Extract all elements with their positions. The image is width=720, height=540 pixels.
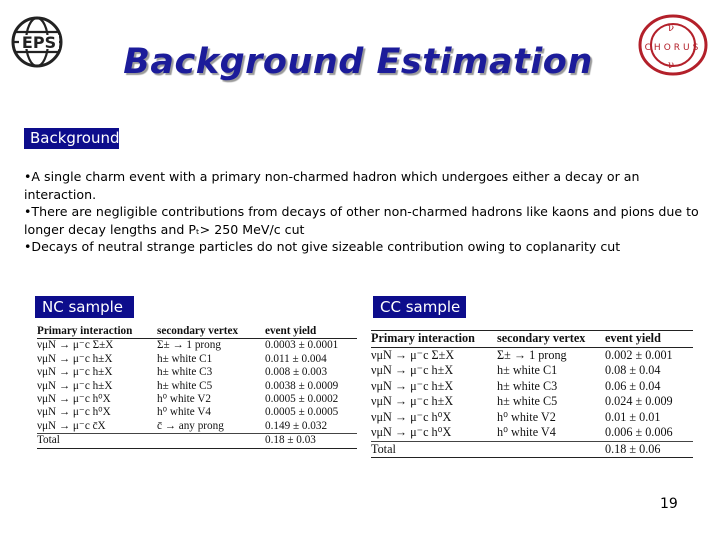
table-row bbox=[371, 394, 693, 410]
cell: h± white C1 bbox=[157, 352, 213, 365]
table-row bbox=[371, 425, 693, 441]
cell: νμN → μ⁻c h±X bbox=[371, 394, 454, 408]
nc-sample-label: NC sample bbox=[35, 296, 134, 318]
cell: νμN → μ⁻c Σ±X bbox=[371, 347, 455, 362]
total-value: 0.18 ± 0.03 bbox=[265, 434, 316, 447]
table-row bbox=[37, 353, 357, 366]
cell: h⁰ white V2 bbox=[497, 409, 556, 424]
cell: h⁰ white V4 bbox=[497, 425, 556, 439]
table-row bbox=[371, 348, 693, 364]
nc-table bbox=[37, 325, 357, 449]
header-cell: event yield bbox=[605, 331, 661, 345]
cell: h± white C3 bbox=[497, 378, 558, 393]
cell: h± white C5 bbox=[497, 394, 558, 408]
table-row bbox=[371, 410, 693, 426]
bullet-list bbox=[24, 168, 710, 256]
cell: νμN → μ⁻c h⁰X bbox=[371, 425, 452, 439]
cell: νμN → μ⁻c Σ±X bbox=[37, 339, 114, 352]
header-cell: Primary interaction bbox=[37, 325, 133, 337]
table-total-row bbox=[37, 433, 357, 448]
table-header bbox=[371, 330, 693, 348]
bullet-item: •A single charm event with a primary non-charmed hadron which undergoes either a decay or an interaction. bbox=[24, 169, 640, 202]
cell: 0.0005 ± 0.0002 bbox=[265, 392, 339, 405]
cell: 0.08 ± 0.04 bbox=[605, 363, 661, 377]
table-header bbox=[37, 325, 357, 339]
cc-table bbox=[371, 330, 693, 458]
table-total-row bbox=[371, 441, 693, 459]
svg-text:ν: ν bbox=[668, 23, 675, 34]
table-row bbox=[37, 406, 357, 419]
cell: νμN → μ⁻c h±X bbox=[371, 378, 454, 393]
cell: νμN → μ⁻c h±X bbox=[37, 366, 113, 379]
cell: 0.008 ± 0.003 bbox=[265, 366, 328, 379]
cell: 0.024 ± 0.009 bbox=[605, 394, 673, 408]
cell: h⁰ white V4 bbox=[157, 406, 211, 419]
cc-sample-label: CC sample bbox=[373, 296, 466, 318]
cell: h± white C5 bbox=[157, 379, 213, 392]
cell: νμN → μ⁻c c̄X bbox=[37, 419, 106, 432]
cell: 0.006 ± 0.006 bbox=[605, 425, 673, 439]
table-row bbox=[37, 380, 357, 393]
svg-text:ν: ν bbox=[668, 60, 675, 71]
cell: c̄ → any prong bbox=[157, 419, 224, 432]
cell: νμN → μ⁻c h⁰X bbox=[37, 392, 111, 405]
bullet-item: •Decays of neutral strange particles do not give sizeable contribution owing to coplanarity cut bbox=[24, 239, 621, 254]
cell: h± white C3 bbox=[157, 366, 213, 379]
cell: 0.002 ± 0.001 bbox=[605, 347, 673, 362]
cell: h⁰ white V2 bbox=[157, 392, 211, 405]
total-value: 0.18 ± 0.06 bbox=[605, 441, 661, 456]
header-cell: secondary vertex bbox=[157, 325, 239, 337]
cell: 0.0003 ± 0.0001 bbox=[265, 339, 339, 352]
header-cell: Primary interaction bbox=[371, 331, 475, 345]
cell: νμN → μ⁻c h⁰X bbox=[371, 409, 452, 424]
section-label: Background bbox=[24, 128, 119, 149]
header-cell: event yield bbox=[265, 325, 317, 337]
cell: 0.149 ± 0.032 bbox=[265, 419, 328, 432]
cell: 0.06 ± 0.04 bbox=[605, 378, 661, 393]
cell: 0.011 ± 0.004 bbox=[265, 352, 327, 365]
cell: Σ± → 1 prong bbox=[497, 347, 567, 362]
svg-text:EPS: EPS bbox=[21, 33, 57, 52]
cell: 0.01 ± 0.01 bbox=[605, 409, 661, 424]
table-row bbox=[371, 363, 693, 379]
slide-title: Background Estimation bbox=[123, 42, 593, 82]
table-row bbox=[37, 366, 357, 379]
svg-text:CHORUS: CHORUS bbox=[644, 43, 702, 53]
cell: h± white C1 bbox=[497, 363, 558, 377]
cell: νμN → μ⁻c h±X bbox=[37, 379, 113, 392]
cell: 0.0038 ± 0.0009 bbox=[265, 379, 339, 392]
table-row bbox=[371, 379, 693, 395]
cell: νμN → μ⁻c h±X bbox=[37, 352, 113, 365]
page-number: 19 bbox=[660, 496, 678, 512]
bullet-item: •There are negligible contributions from decays of other non-charmed hadrons like kaons and pions due to longer decay lengths and Pₜ> 250 MeV/c cut bbox=[24, 204, 699, 237]
total-label: Total bbox=[37, 434, 60, 447]
header-cell: secondary vertex bbox=[497, 331, 586, 345]
table-row bbox=[37, 420, 357, 433]
cell: 0.0005 ± 0.0005 bbox=[265, 406, 339, 419]
cell: Σ± → 1 prong bbox=[157, 339, 221, 352]
table-row bbox=[37, 393, 357, 406]
total-label: Total bbox=[371, 441, 396, 456]
cell: νμN → μ⁻c h±X bbox=[371, 363, 454, 377]
table-row bbox=[37, 339, 357, 352]
cell: νμN → μ⁻c h⁰X bbox=[37, 406, 111, 419]
